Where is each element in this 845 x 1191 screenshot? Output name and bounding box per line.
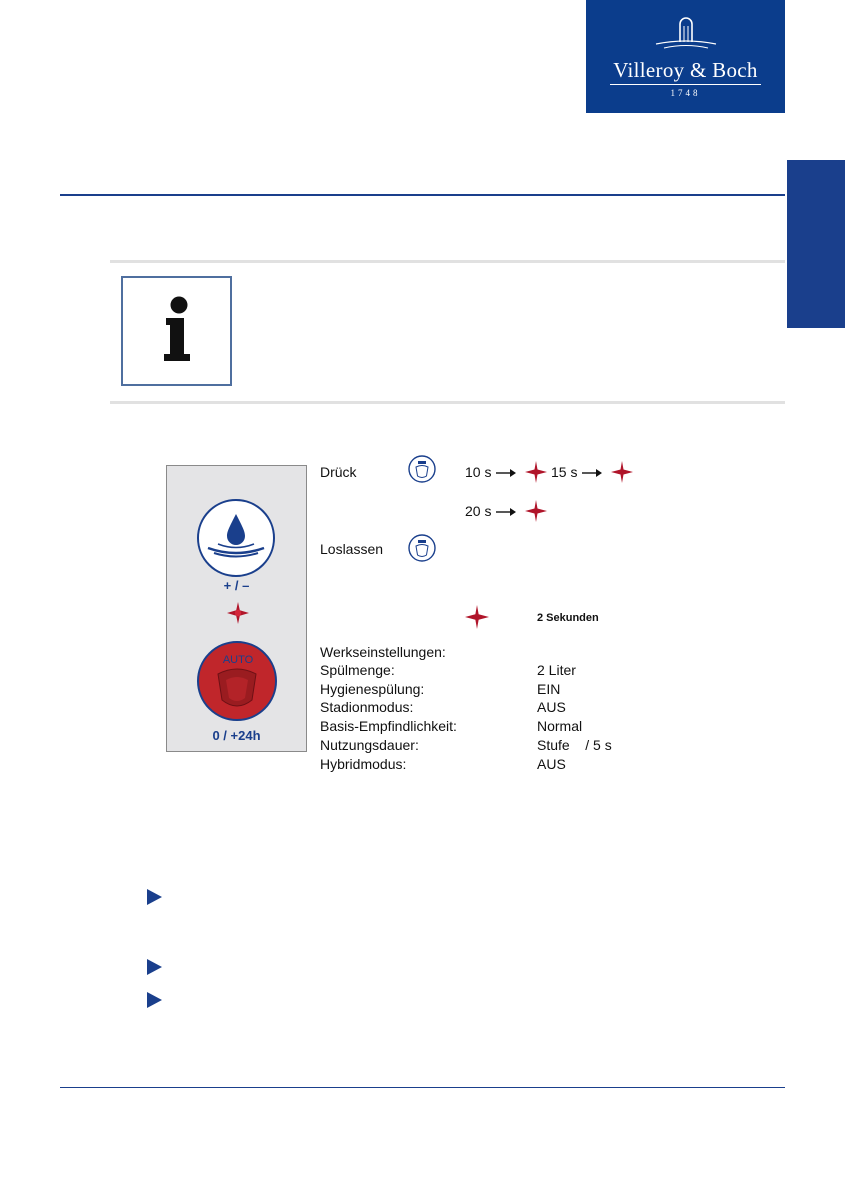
triangle-bullet-icon <box>146 992 162 1008</box>
setting-value: AUS <box>537 756 566 772</box>
led-flash-icon <box>525 500 547 522</box>
footer-rule <box>60 1087 785 1088</box>
triangle-bullet-icon <box>146 959 162 975</box>
chapter-side-tab <box>787 160 845 328</box>
auto-button-small-icon <box>408 455 436 483</box>
duration-10s: 10 s <box>465 464 492 480</box>
info-note-box <box>121 276 232 386</box>
two-seconds-label: 2 Sekunden <box>537 612 599 624</box>
setting-value: EIN <box>537 681 561 697</box>
setting-key: Hygienespülung: <box>320 681 425 697</box>
duration-20s: 20 s <box>465 503 492 519</box>
setting-value: Normal <box>537 718 583 734</box>
setting-key: Stadionmodus: <box>320 699 414 715</box>
setting-key: Hybridmodus: <box>320 756 407 772</box>
note-top-rule <box>110 260 785 263</box>
auto-badge-label: AUTO <box>222 654 254 666</box>
setting-key: Nutzungsdauer: <box>320 737 419 753</box>
control-panel-illustration <box>166 465 307 752</box>
note-bottom-rule <box>110 401 785 404</box>
triangle-bullet-icon <box>146 889 162 905</box>
setting-value: 2 Liter <box>537 662 576 678</box>
brand-logo <box>586 0 785 113</box>
setting-value: Stufe / 5 s <box>537 737 612 753</box>
setting-value: AUS <box>537 699 566 715</box>
arrow-right-icon <box>582 468 602 478</box>
factory-settings-heading: Werkseinstellungen: <box>320 644 446 660</box>
brand-year: 1748 <box>670 88 701 98</box>
arrow-right-icon <box>496 468 516 478</box>
info-icon <box>159 296 195 364</box>
led-flash-icon <box>611 461 633 483</box>
release-label: Loslassen <box>320 541 384 557</box>
led-flash-icon <box>227 602 249 624</box>
setting-key: Spülmenge: <box>320 662 395 678</box>
press-label: Drück <box>320 464 357 480</box>
fountain-emblem-icon <box>646 14 726 50</box>
header-rule <box>60 194 785 196</box>
brand-name: Villeroy & Boch <box>613 58 758 82</box>
auto-button-small-icon <box>408 534 436 562</box>
led-flash-icon <box>465 605 489 629</box>
timer-label: 0 / +24h <box>212 728 261 743</box>
auto-button-icon <box>196 640 278 722</box>
setting-key: Basis-Empfindlichkeit: <box>320 718 457 734</box>
led-flash-icon <box>525 461 547 483</box>
duration-15s: 15 s <box>551 464 578 480</box>
logo-divider <box>610 84 761 85</box>
arrow-right-icon <box>496 507 516 517</box>
water-drop-icon <box>196 498 276 578</box>
plus-minus-label: + / – <box>223 578 250 593</box>
